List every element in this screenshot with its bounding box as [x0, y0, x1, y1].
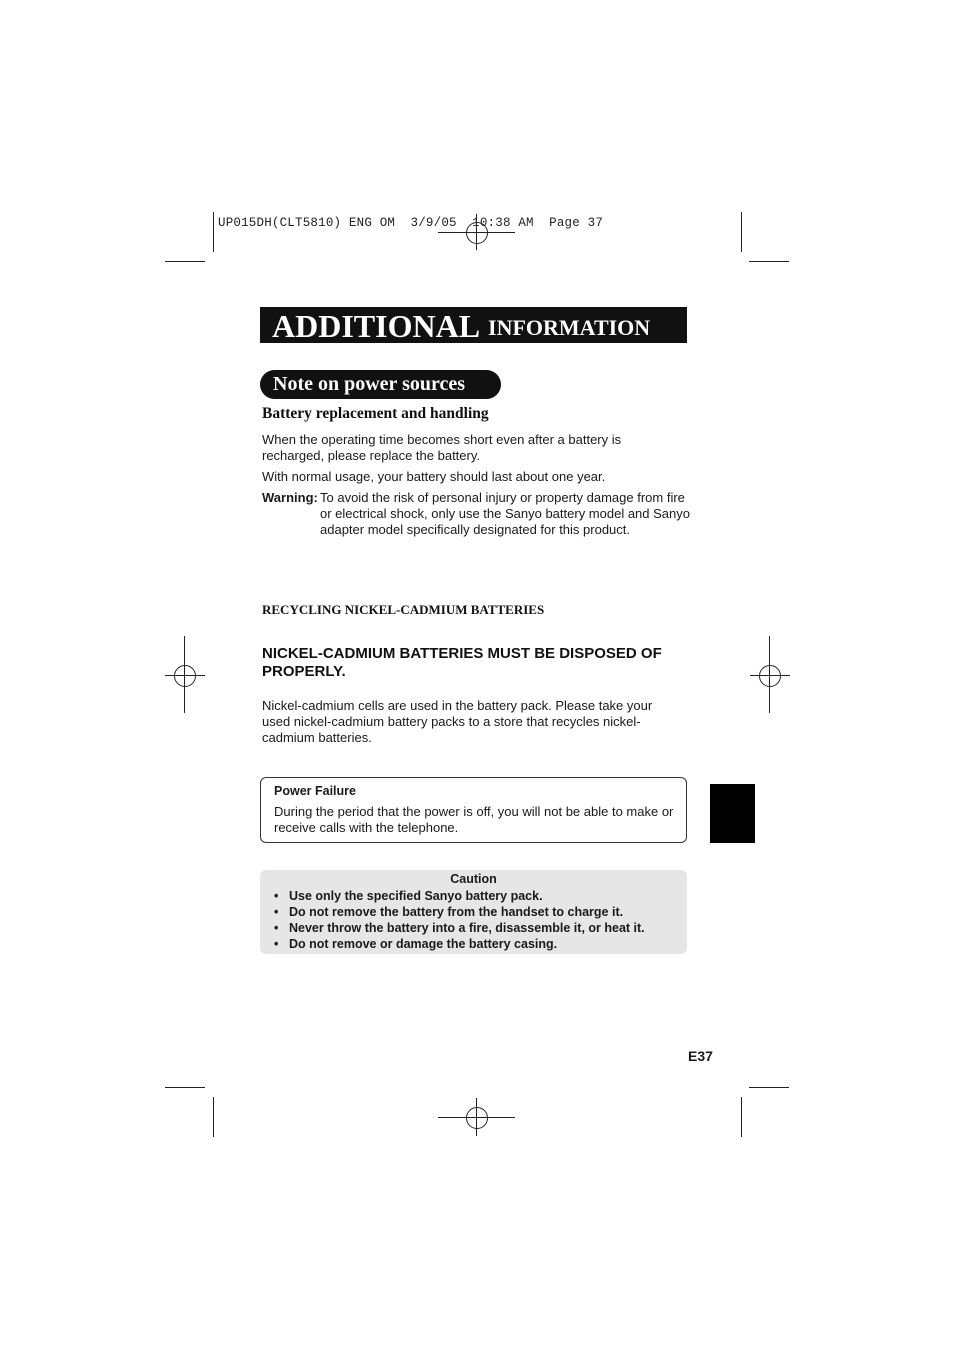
caution-box	[260, 870, 687, 954]
registration-circle-icon	[759, 665, 781, 687]
caution-item: • Do not remove or damage the battery casing.	[274, 937, 558, 951]
power-failure-box	[260, 777, 687, 843]
registration-circle-icon	[174, 665, 196, 687]
battery-para-2: With normal usage, your battery should last about one year.	[262, 469, 606, 484]
page-title-sub: INFORMATION	[488, 315, 651, 340]
crop-mark	[213, 1097, 214, 1137]
warning-label: Warning:	[262, 490, 318, 505]
power-failure-text: During the period that the power is off, you will not be able to make or receive calls with the telephone.	[274, 804, 674, 835]
crop-mark	[741, 1097, 742, 1137]
battery-heading: Battery replacement and handling	[262, 405, 489, 422]
battery-para-1: When the operating time becomes short even after a battery is recharged, please replace the battery.	[262, 432, 622, 463]
print-slug: UP015DH(CLT5810) ENG OM 3/9/05 10:38 AM Page 37	[218, 216, 604, 230]
registration-circle-icon	[466, 1107, 488, 1129]
crop-mark	[165, 261, 205, 262]
recycling-subheading: NICKEL-CADMIUM BATTERIES MUST BE DISPOSED OF PROPERLY.	[262, 645, 662, 680]
bullet-icon: •	[274, 889, 279, 903]
crop-mark	[165, 1087, 205, 1088]
bullet-icon: •	[274, 905, 279, 919]
crop-mark	[213, 212, 214, 252]
section-tab-marker	[710, 784, 755, 843]
power-failure-title: Power Failure	[274, 784, 356, 798]
caution-item: • Do not remove the battery from the handset to charge it.	[274, 905, 624, 919]
recycling-para: Nickel-cadmium cells are used in the battery pack. Please take your used nickel-cadmium battery packs to a store that recycles nickel-cadmium batteries.	[262, 698, 653, 745]
crop-mark	[741, 212, 742, 252]
crop-mark	[749, 1087, 789, 1088]
caution-item: • Use only the specified Sanyo battery pack.	[274, 889, 543, 903]
page-title	[260, 307, 687, 343]
caution-list	[274, 888, 645, 952]
bullet-icon: •	[274, 921, 279, 935]
bullet-icon: •	[274, 937, 279, 951]
page-number: E37	[688, 1048, 713, 1064]
crop-mark	[749, 261, 789, 262]
page-title-main: ADDITIONAL	[272, 308, 481, 344]
caution-item: • Never throw the battery into a fire, disassemble it, or heat it.	[274, 921, 645, 935]
recycling-heading: RECYCLING NICKEL-CADMIUM BATTERIES	[262, 602, 545, 617]
section-heading: Note on power sources	[260, 370, 501, 399]
warning-text: To avoid the risk of personal injury or property damage from fire or electrical shock, only use the Sanyo battery model and Sanyo adapter model specifically designated for this product.	[320, 490, 690, 537]
caution-title: Caution	[450, 872, 497, 886]
